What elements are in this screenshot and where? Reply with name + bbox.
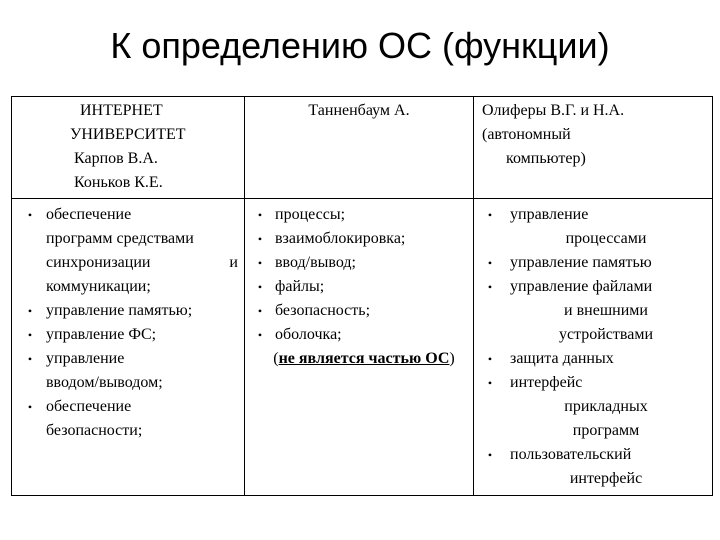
bullet-icon: • [257,232,263,246]
header-row [12,97,713,199]
note-bold-text: не является частью ОС [278,350,450,367]
list-item-text: процессы; [275,206,346,223]
bullet-icon: • [27,208,33,222]
list-item-text: безопасность; [275,302,371,319]
list-item [12,203,244,299]
list-item [474,371,712,443]
topic-list [245,199,473,347]
list-item-line: интерфейс [569,470,643,487]
bullet-icon: • [27,352,33,366]
bullet-icon: • [257,256,263,270]
list-item-line: управление [46,350,125,367]
function-list [12,199,244,443]
header-line: (автономный [482,126,571,143]
list-item-line: вводом/выводом; [46,374,163,391]
list-item-line: процессами [565,230,647,247]
list-item-line: устройствами [558,326,654,343]
list-item [474,251,712,275]
bullet-icon: • [27,400,33,414]
bullet-icon: • [487,208,493,222]
header-line: компьютер) [506,150,586,167]
header-line: Олиферы В.Г. и Н.А. [482,102,625,119]
list-item-text: ввод/вывод; [275,254,356,271]
list-item [12,347,244,395]
slide-title: К определению ОС (функции) [110,25,610,66]
list-item-line: безопасности; [46,422,143,439]
list-item [474,443,712,491]
content-cell-tanenbaum [245,199,474,496]
header-line: Карпов В.А. [74,150,158,167]
bullet-icon: • [257,328,263,342]
list-item-line: управление файлами [510,278,653,295]
list-item-line: управление памятью; [46,302,193,319]
list-item [245,227,473,251]
list-item-line: управление [510,206,589,223]
content-cell-olifer [474,199,713,496]
note-paren-open: ( [273,350,279,367]
bullet-icon: • [487,376,493,390]
comparison-table [11,96,713,496]
list-item-line: синхронизации и [46,254,238,271]
list-item-text: оболочка; [275,326,342,343]
list-item-line: и внешними [564,302,648,319]
list-item [474,275,712,347]
list-item [12,299,244,323]
list-item-line: интерфейс [510,374,583,391]
bullet-icon: • [487,256,493,270]
list-item [474,347,712,371]
list-item [245,275,473,299]
list-item-line: обеспечение [46,398,132,415]
list-item-line: программ [572,422,640,439]
header-line: Коньков К.Е. [74,174,163,191]
bullet-icon: • [27,328,33,342]
content-cell-internet-university [12,199,245,496]
bullet-icon: • [487,448,493,462]
bullet-icon: • [487,280,493,294]
list-item-text: файлы; [275,278,325,295]
bullet-icon: • [257,208,263,222]
bullet-icon: • [257,280,263,294]
list-item-line: пользовательский [510,446,632,463]
list-item [245,299,473,323]
header-line: УНИВЕРСИТЕТ [70,126,186,143]
header-line: ИНТЕРНЕТ [80,102,163,119]
list-item [245,323,473,347]
list-item [245,251,473,275]
shell-note [245,347,473,371]
bullet-icon: • [27,304,33,318]
list-item [12,323,244,347]
header-cell-internet-university [12,97,245,199]
header-cell-olifer [474,97,713,199]
list-item [245,203,473,227]
bullet-icon: • [487,352,493,366]
list-item-line: прикладных [564,398,648,415]
list-item-text: взаимоблокировка; [275,230,406,247]
list-item-line: управление памятью [510,254,652,271]
list-item [12,395,244,443]
list-item-line: защита данных [510,350,614,367]
list-item [474,203,712,251]
bullet-icon: • [257,304,263,318]
note-paren-close: ) [449,350,455,367]
list-item-line: коммуникации; [46,278,151,295]
function-list [474,199,712,491]
list-item-line: управление ФС; [46,326,157,343]
content-row [12,199,713,496]
header-cell-tanenbaum [245,97,474,199]
list-item-line: программ средствами [46,230,194,247]
list-item-line: обеспечение [46,206,132,223]
header-line: Танненбаум А. [308,102,410,119]
